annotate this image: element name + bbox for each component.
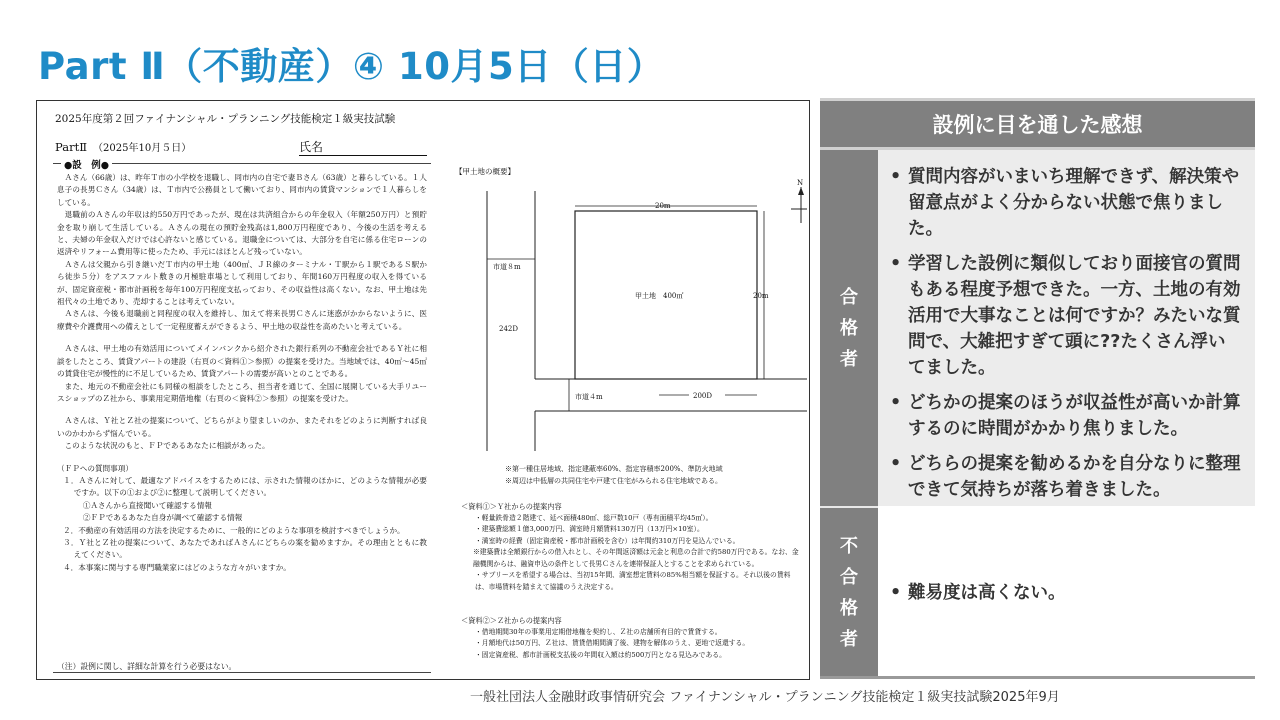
- case-paragraph: Ａさんは、Ｙ社とＺ社の提案について、どちらがより望ましいのか、またそれをどのように判断すれば良いのかわからず悩んでいる。: [57, 416, 427, 438]
- case-paragraph: Ａさんは、今後も退職前と同程度の収入を維持し、加えて将来長男Ｃさんに迷惑がかからないように、医療費や介護費用への備えとして一定程度蓄えができるよう、甲土地の収益性を高めたいと考えている。: [57, 309, 427, 331]
- land-map: [477, 171, 807, 456]
- material-sub-item: ※建築費は全額銀行からの借入れとし、その年間返済額は元金と利息の合計で約580万円である。なお、金融機関からは、融資申込の条件として長男Ｃさんを連帯保証人とすることを求められている。: [473, 548, 799, 568]
- material-item: ・固定資産税、都市計画税支払後の年間収入額は約500万円となる見込みである。: [475, 650, 726, 659]
- material-1-title: ＜資料①＞Ｙ社からの提案内容: [461, 502, 562, 511]
- fail-label: [820, 508, 878, 678]
- case-paragraph: また、地元の不動産会社にも同様の相談をしたところ、担当者を通じて、全国に展開している大手リユースショップのＺ社から、事業用定期借地権（右頁の＜資料②＞参照）の提案を受けた。: [57, 381, 427, 403]
- height-label: 20m: [753, 292, 769, 300]
- material-item: ・借地期間30年の事業用定期借地権を契約し、Ｚ社の店舗所有目的で賃貸する。: [475, 627, 722, 636]
- pass-comment: • 学習した設例に類似しており面接官の質問もある程度予想できた。一方、土地の有効活用で大事なことは何ですか？みたいな質問で、大雑把すぎて頭に??たくさん浮いてました。: [888, 251, 1241, 381]
- pass-comment: • どちかの提案のほうが収益性が高いか計算するのに時間がかかり焦りました。: [888, 390, 1241, 442]
- width-label: 20m: [655, 202, 671, 210]
- left-road-code: 242D: [499, 325, 518, 333]
- material-item: ・建築費総額１億3,000万円、満室時月額賃料130万円（13万円×10室）。: [475, 525, 704, 533]
- pass-label: [820, 150, 878, 508]
- bottom-road-label: 市道４m: [575, 393, 603, 401]
- pass-label-char: 者: [840, 348, 858, 370]
- north-label: N: [797, 179, 804, 187]
- pass-comment: • 質問内容がいまいち理解できず、解決策や留意点がよく分からない状態で焦りました。: [888, 164, 1241, 242]
- case-box: [53, 160, 431, 673]
- doc-part: [55, 139, 191, 154]
- case-body: [57, 172, 427, 574]
- case-paragraph: Ａさんは、甲土地の有効活用についてメインバンクから紹介された銀行系列の不動産会社であるＹ社に相談をしたところ、賃貸アパートの建設（右頁の＜資料①＞参照）の提案を受けた。当地域では、40㎡～45㎡の賃貸住宅が慢性的に不足しているため、賃貸アパートの需要が高いとのことである。: [57, 344, 427, 379]
- fail-comment: • 難易度は高くない。: [888, 580, 1241, 606]
- question-item: １．Ａさんに対して、最適なアドバイスをするためには、示された情報のほかに、どのような情報が必要ですか。以下の①および②に整理して説明してください。: [63, 475, 427, 498]
- doc-name-field: 氏名: [299, 138, 427, 156]
- doc-part-label: PartⅡ: [55, 140, 88, 154]
- map-note: ※周辺は中低層の共同住宅や戸建て住宅がみられる住宅地域である。: [505, 477, 722, 485]
- question-item: ２．不動産の有効活用の方法を決定するために、一般的にどのような事項を検討すべきでしょうか。: [63, 525, 405, 535]
- map-label: 【甲土地の概要】: [455, 167, 515, 176]
- north-arrow-icon: [798, 187, 804, 195]
- fail-label-char: 不: [840, 536, 858, 557]
- doc-date: （2025年10月５日）: [93, 143, 192, 154]
- impressions-table: [820, 98, 1255, 680]
- doc-header: 2025年度第２回ファイナンシャル・プランニング技能検定１級実技試験: [55, 113, 396, 125]
- case-paragraph: このような状況のもと、ＦＰであるあなたに相談があった。: [64, 441, 270, 451]
- material-item: ・サブリースを希望する場合は、当初15年間、満室想定賃料の85%相当額を保証する。それ以後の賃料は、市場賃料を踏まえて協議のうえ決定する。: [475, 571, 791, 591]
- bottom-road-code: 200D: [693, 392, 712, 400]
- fail-label-char: 格: [840, 598, 858, 619]
- table-bottom-rule: [820, 676, 1255, 679]
- map-note: ※第一種住居地域、指定建蔽率60%、指定容積率200%、準防火地域: [505, 465, 723, 473]
- doc-note: （注）設例に関し、詳細な計算を行う必要はない。: [57, 662, 237, 671]
- pass-label-char: 格: [840, 317, 858, 339]
- material-2-title: ＜資料②＞Ｚ社からの提案内容: [461, 616, 562, 625]
- pass-label-char: 合: [840, 286, 858, 308]
- case-paragraph: Ａさんは父親から引き継いだＴ市内の甲土地（400㎡、ＪＲ線のターミナル・Ｔ駅から１駅であるＳ駅から徒歩５分）をアスファルト敷きの月極駐車場として利用しており、年間160万円程度の収入を得ているが、固定資産税・都市計画税を毎年100万円程度支払っており、その収益性は高くない。なお、甲土地は先祖代々の土地であり、売却することは考えていない。: [57, 259, 427, 307]
- exam-document: [36, 100, 810, 680]
- fail-label-char: 者: [840, 629, 858, 650]
- case-paragraph: Ａさん（66歳）は、昨年Ｔ市の小学校を退職し、同市内の自宅で妻Ｂさん（63歳）と暮らしている。１人息子の長男Ｃさん（34歳）は、Ｔ市内で公務員として働いており、同市内の賃貸マンションで１人暮らしをしている。: [57, 173, 427, 207]
- question-item: ３．Ｙ社とＺ社の提案について、あなたであればＡさんにどちらの案を勧めますか。その理由とともに教えてください。: [63, 537, 427, 560]
- material-2: [461, 615, 801, 661]
- land-label: 甲土地 400㎡: [635, 292, 684, 300]
- left-road-label: 市道８m: [493, 263, 521, 271]
- material-1: [461, 501, 801, 593]
- questions-title: （ＦＰへの質問事項）: [57, 463, 133, 473]
- map-notes: [505, 463, 723, 487]
- sub-question: ②ＦＰであるあなた自身が調べて確認する情報: [82, 513, 243, 523]
- material-item: ・軽量鉄骨造２階建て、延べ面積480㎡、総戸数10戸（専有面積平均45㎡）。: [475, 513, 713, 522]
- material-item: ・満室時の経費（固定資産税・都市計画税を含む）は年間約310万円を見込んでいる。: [475, 536, 740, 545]
- table-header: 設例に目を通した感想: [820, 98, 1255, 150]
- source-footer: 一般社団法人金融財政事情研究会 ファイナンシャル・プランニング技能検定１級実技試験2025年9月: [470, 690, 1060, 705]
- pass-comment: • どちらの提案を勧めるかを自分なりに整理できて気持ちが落ち着きました。: [888, 451, 1241, 503]
- material-item: ・月額地代は50万円、Ｚ社は、賃貸借期間満了後、建物を解体のうえ、更地で返還する。: [475, 639, 750, 647]
- case-paragraph: 退職前のＡさんの年収は約550万円であったが、現在は共済組合からの年金収入（年額250万円）と預貯金を取り崩して生活している。Ａさんの現在の預貯金残高は1,800万円程度であり、今後の生活を考えると、夫婦の年金収入だけでは心許ないと感じている。退職金については、大部分を自宅に係る住宅ローンの返済やリフォーム費用等に使ったため、手元にはほとんど残っていない。: [57, 210, 427, 257]
- case-label: ●設 例●: [61, 157, 112, 171]
- sub-question: ①Ａさんから直接聞いて確認する情報: [82, 500, 212, 510]
- question-item: ４．本事案に関与する専門職業家にはどのような方々がいますか。: [63, 562, 291, 572]
- slide-title: Part Ⅱ（不動産）④ 10月5日（日）: [38, 45, 665, 88]
- fail-comments: [878, 508, 1255, 678]
- fail-label-char: 合: [840, 567, 858, 588]
- pass-comments: [878, 150, 1255, 508]
